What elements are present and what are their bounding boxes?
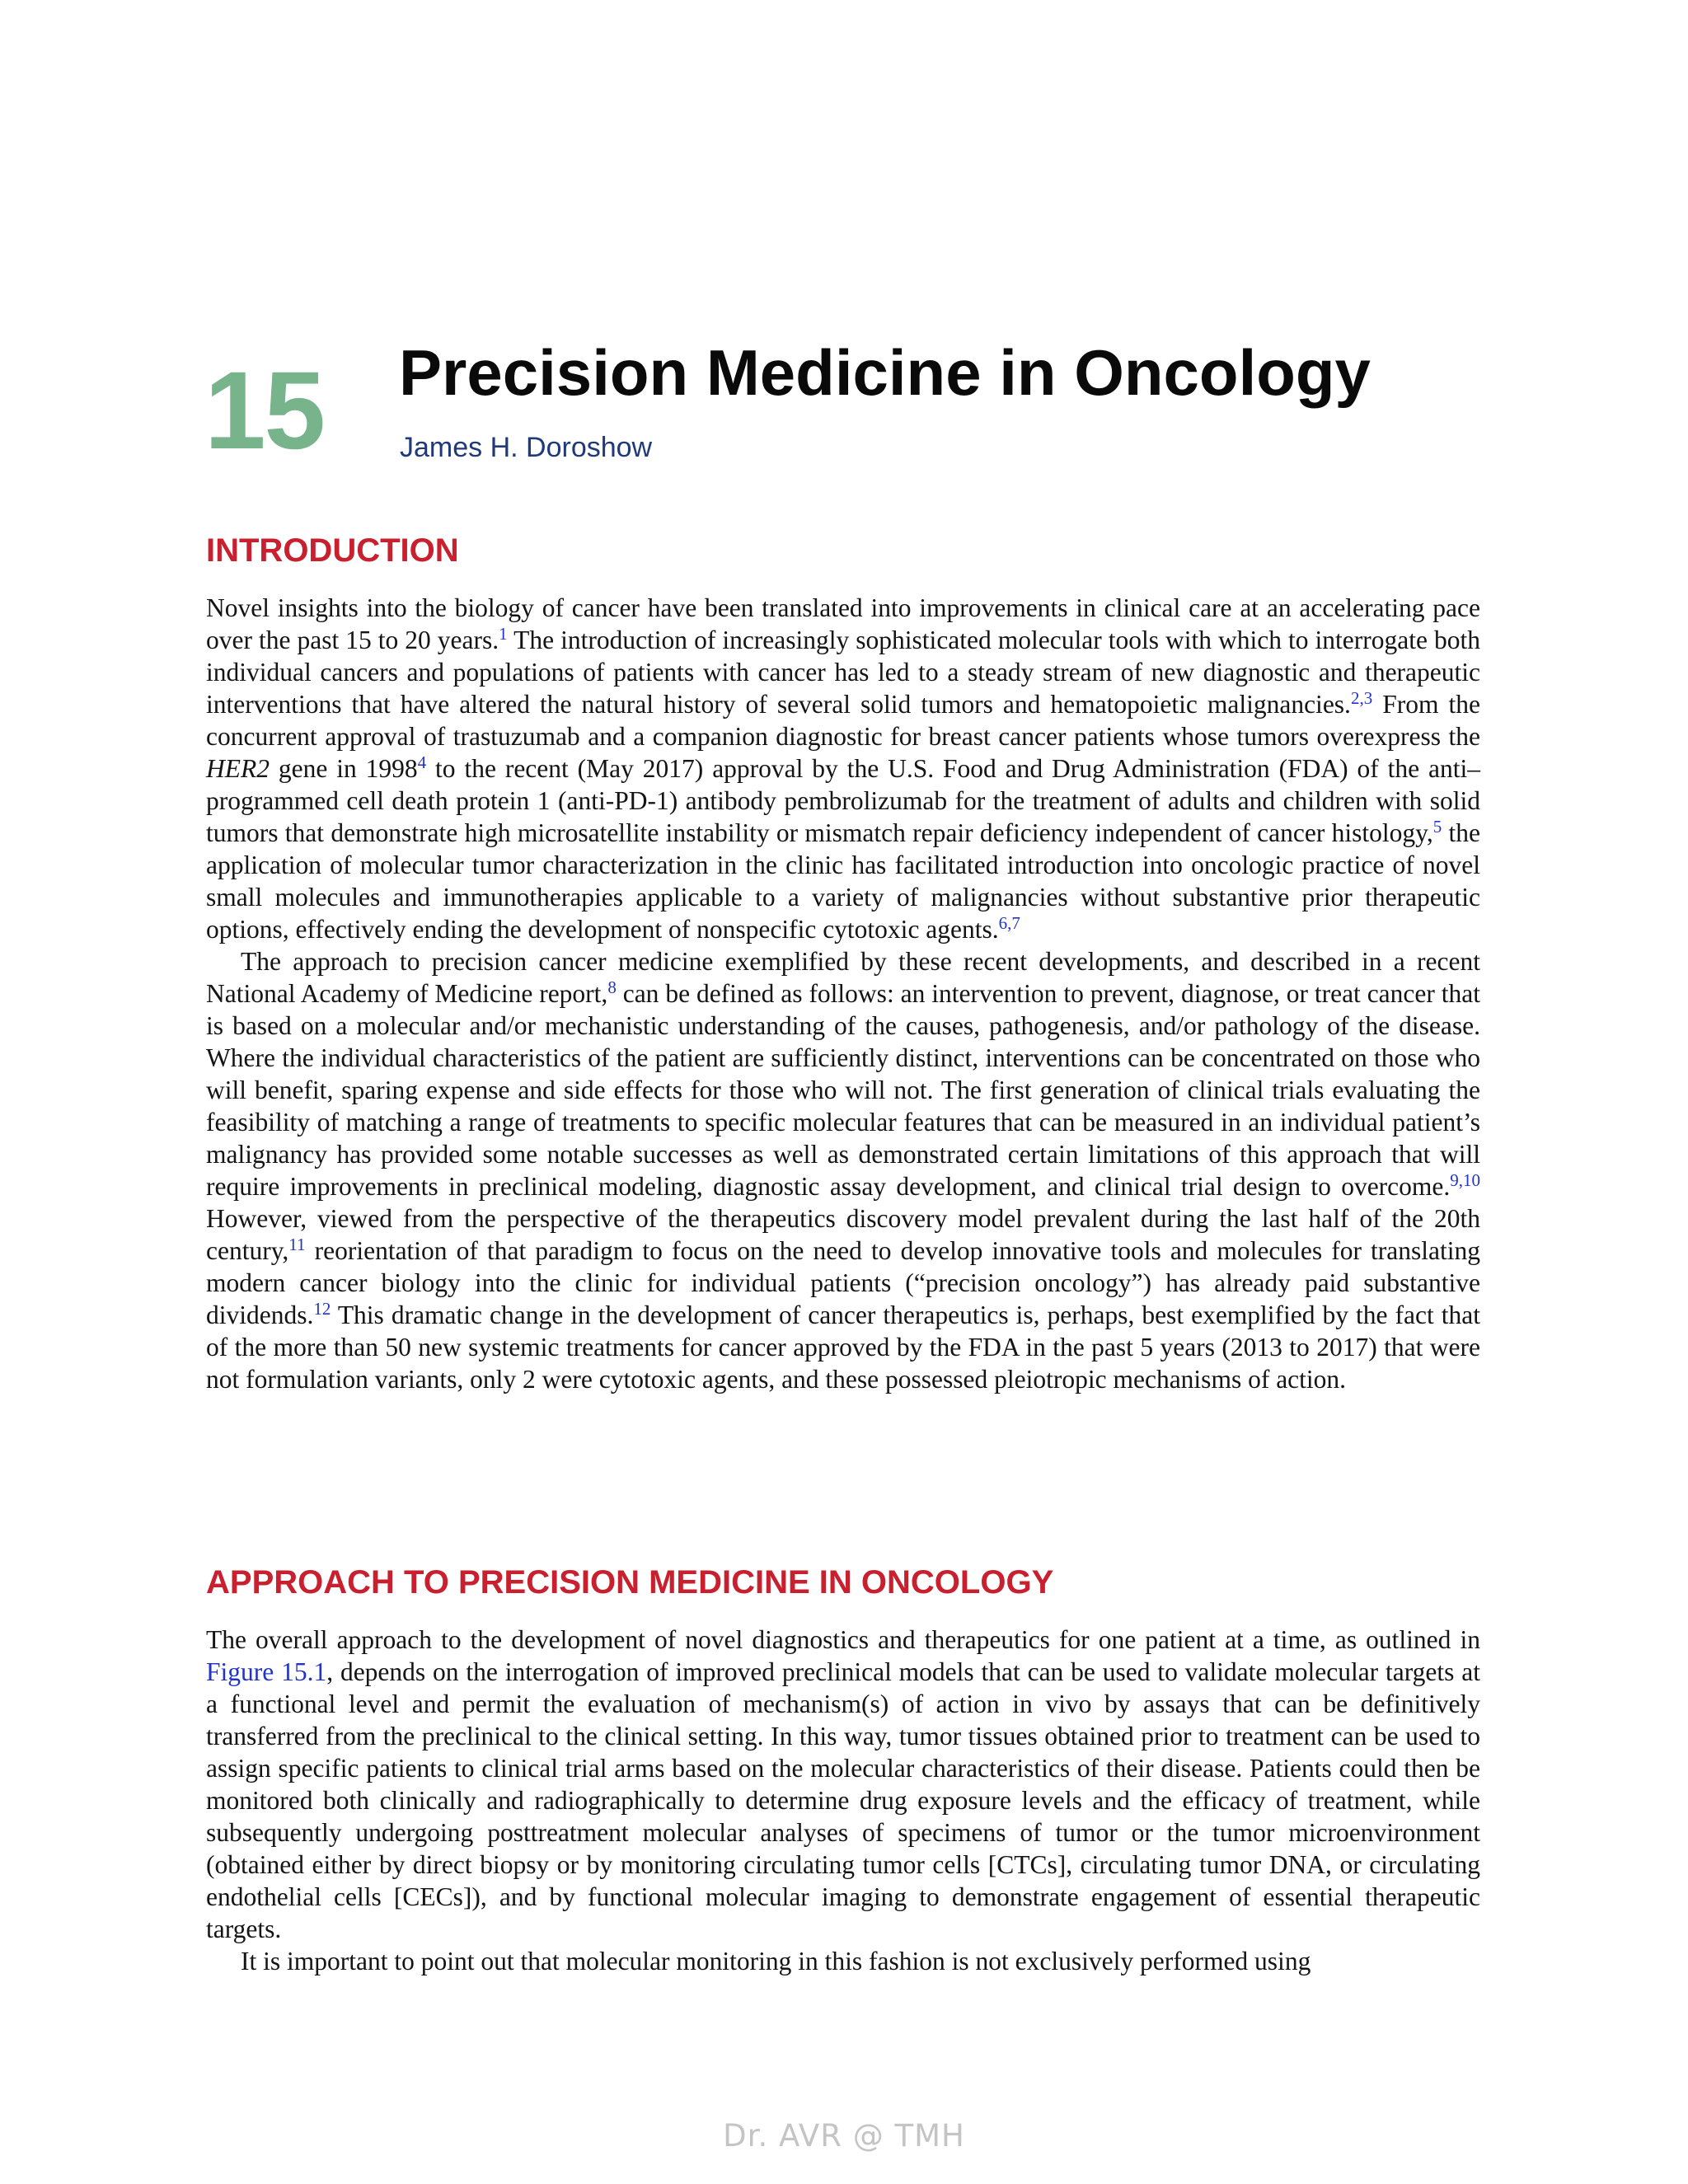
section-heading-introduction: INTRODUCTION: [206, 532, 459, 569]
approach-body: [206, 1624, 1480, 1977]
reference-link[interactable]: 11: [288, 1235, 306, 1254]
gene-name: HER2: [206, 754, 270, 783]
reference-link[interactable]: 6,7: [998, 913, 1020, 933]
introduction-body: [206, 592, 1480, 1395]
figure-link[interactable]: Figure 15.1: [206, 1657, 327, 1686]
introduction-paragraph-2: The approach to precision cancer medicine exemplified by these recent developments, and described in a recent National Academy of Medicine report,$^8$ can be defined as follows: an intervention to prevent, diagnose, or treat cancer that is based on a molecular and/or mechanistic understanding of the causes, pathogenesis, and/or pathology of the disease. Where the individual characteristics of the patient are sufficiently distinct, interventions can be concentrated on those who will benefit, sparing expense and side effects for those who will not. The first generation of clinical trials evaluating the feasibility of matching a range of treatments to specific molecular features that can be measured in an individual patient’s malignancy has provided some notable successes as well as demonstrated certain limitations of this approach that will require improvements in preclinical modeling, diagnostic assay development, and clinical trial design to overcome.$^{9,10}$ However, viewed from the perspective of the therapeutics discovery model prevalent during the last half of the 20th century,$^{11}$ reorientation of that paradigm to focus on the need to develop innovative tools and molecules for translating modern cancer biology into the clinic for individual patients (“precision oncology”) has already paid substantive dividends.$^{12}$ This dramatic change in the development of cancer therapeutics is, perhaps, best exemplified by the fact that of the more than 50 new systemic treatments for cancer approved by the FDA in the past 5 years (2013 to 2017) that were not formulation variants, only 2 were cytotoxic agents, and these possessed pleiotropic mechanisms of action.: [206, 947, 1480, 1394]
reference-link[interactable]: 9,10: [1450, 1170, 1480, 1190]
reference-link[interactable]: 4: [417, 752, 427, 772]
chapter-title: Precision Medicine in Oncology: [399, 336, 1371, 409]
reference-link[interactable]: 2,3: [1350, 688, 1373, 708]
approach-paragraph-1: The overall approach to the development of novel diagnostics and therapeutics for one patient at a time, as outlined in Figure 15.1, depends on the interrogation of improved preclinical models that can be used to validate molecular targets at a functional level and permit the evaluation of mechanism(s) of action in vivo by assays that can be definitively transferred from the preclinical to the clinical setting. In this way, tumor tissues obtained prior to treatment can be used to assign specific patients to clinical trial arms based on the molecular characteristics of their disease. Patients could then be monitored both clinically and radiographically to determine drug exposure levels and the efficacy of treatment, while subsequently undergoing posttreatment molecular analyses of specimens of tumor or the tumor microenvironment (obtained either by direct biopsy or by monitoring circulating tumor cells [CTCs], circulating tumor DNA, or circulating endothelial cells [CECs]), and by functional molecular imaging to demonstrate engagement of essential therapeutic targets.: [206, 1625, 1480, 1943]
reference-link[interactable]: 1: [499, 624, 508, 644]
reference-link[interactable]: 12: [313, 1299, 331, 1319]
watermark: Dr. AVR @ TMH: [723, 2118, 965, 2154]
introduction-paragraph-1: Novel insights into the biology of cancer have been translated into improvements in clinical care at an accelerating pace over the past 15 to 20 years.$^1$ The introduction of increasingly sophisticated molecular tools with which to interrogate both individual cancers and populations of patients with cancer has led to a steady stream of new diagnostic and therapeutic interventions that have altered the natural history of several solid tumors and hematopoietic malignancies.$^{2,3}$ From the concurrent approval of trastuzumab and a companion diagnostic for breast cancer patients whose tumors overexpress the HER2 gene in 1998$^4$ to the recent (May 2017) approval by the U.S. Food and Drug Administration (FDA) of the anti–programmed cell death protein 1 (anti-PD-1) antibody pembrolizumab for the treatment of adults and children with solid tumors that demonstrate high microsatellite instability or mismatch repair deficiency independent of cancer histology,$^5$ the application of molecular tumor characterization in the clinic has facilitated introduction into oncologic practice of novel small molecules and immunotherapies applicable to a variety of malignancies without substantive prior therapeutic options, effectively ending the development of nonspecific cytotoxic agents.$^{6,7}$: [206, 593, 1481, 944]
chapter-author: James H. Doroshow: [400, 432, 653, 463]
section-heading-approach: APPROACH TO PRECISION MEDICINE IN ONCOLOGY: [206, 1564, 1054, 1601]
chapter-number: 15: [204, 349, 325, 472]
reference-link[interactable]: 5: [1432, 817, 1442, 837]
reference-link[interactable]: 8: [607, 977, 617, 997]
approach-paragraph-2: It is important to point out that molecular monitoring in this fashion is not exclusively performed using: [241, 1947, 1311, 1975]
